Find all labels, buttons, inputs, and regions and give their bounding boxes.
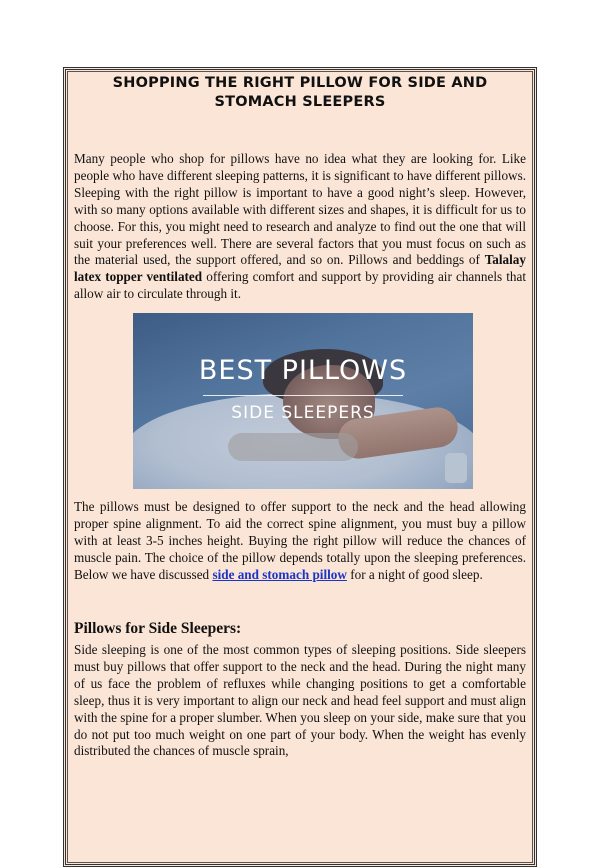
intro-paragraph (74, 151, 526, 303)
page-title (74, 74, 526, 112)
hero-image-best-pillows (133, 313, 473, 489)
side-sleepers-paragraph: Side sleeping is one of the most common types of sleeping positions. Side sleepers must buy pillows that offer support to the neck and the head. During the night many of us face the problem of refluxes while changing positions to get a comfortable sleep, thus it is very important to align our neck and head feel support and must align with the spine for a proper slumber. When you sleep on your side, make sure that you do not put too much weight on one part of your body. When the weight has evenly distributed the chances of muscle sprain, (74, 642, 526, 759)
bold-product-name: Talalay latex topper ventilated (74, 252, 526, 285)
support-text-end: for a night of good sleep. (346, 566, 483, 582)
hero-divider (203, 395, 403, 396)
page-content (74, 74, 526, 759)
intro-text-end: offering comfort and support by providing air channels that allow air to circulate through it. (74, 269, 526, 302)
title-line-2: STOMACH SLEEPERS (214, 94, 386, 110)
support-text-start: The pillows must be designed to offer support to the neck and the head allowing proper spine alignment. To aid the correct spine alignment, you must buy a pillow with at least 3-5 inches height. Buying the right pillow will reduce the chances of muscle pain. The choice of the pillow depends totally upon the sleeping preferences. Below we have discussed (74, 499, 526, 582)
side-stomach-pillow-link[interactable]: side and stomach pillow (212, 566, 347, 582)
support-paragraph (74, 499, 526, 584)
hero-subtitle: SIDE SLEEPERS (231, 403, 375, 423)
document-page (63, 67, 537, 867)
hero-title: BEST PILLOWS (198, 355, 408, 386)
section-heading-side-sleepers: Pillows for Side Sleepers: (74, 620, 242, 637)
intro-text-start: Many people who shop for pillows have no idea what they are looking for. Like people who have different sleeping patterns, it is significant to have different pillows. Sleeping with the right pillow is important to have a good night’s sleep. However, with so many options available with different sizes and shapes, it is difficult for us to choose. For this, you might need to research and analyze to find out the one that will suit your preferences well. There are several factors that you must focus on such as the material used, the support offered, and so on. Pillows and beddings of (74, 151, 526, 268)
image-overlay (133, 313, 473, 489)
title-line-1: SHOPPING THE RIGHT PILLOW FOR SIDE AND (112, 75, 488, 91)
